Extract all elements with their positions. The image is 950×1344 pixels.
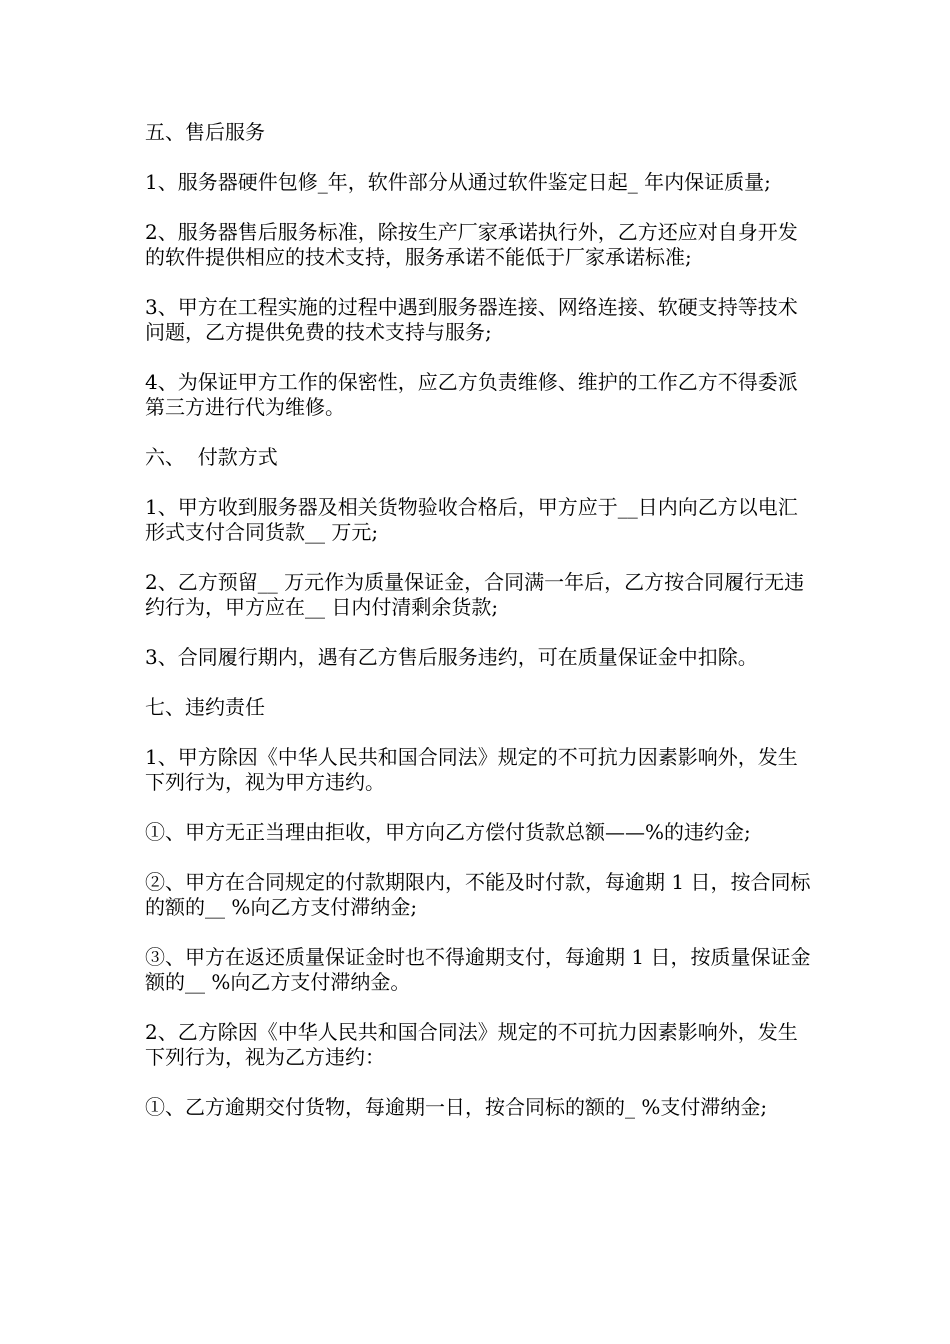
paragraph: 1、甲方除因《中华人民共和国合同法》规定的不可抗力因素影响外，发生下列行为，视为甲方违约。 [145,745,798,794]
paragraph: ①、甲方无正当理由拒收，甲方向乙方偿付货款总额——%的违约金; [145,820,751,844]
section-heading-after-sales: 五、售后服务 [145,120,265,144]
paragraph: ①、乙方逾期交付货物，每逾期一日，按合同标的额的_ %支付滞纳金; [145,1095,768,1119]
document-body [145,120,815,1145]
section-heading-liability: 七、违约责任 [145,695,265,719]
paragraph: 2、服务器售后服务标准，除按生产厂家承诺执行外，乙方还应对自身开发的软件提供相应的技术支持，服务承诺不能低于厂家承诺标准; [145,220,798,269]
paragraph: 4、为保证甲方工作的保密性，应乙方负责维修、维护的工作乙方不得委派第三方进行代为维修。 [145,370,798,419]
paragraph: ②、甲方在合同规定的付款期限内，不能及时付款，每逾期 1 日，按合同标的额的__ %向乙方支付滞纳金; [145,870,811,919]
paragraph: ③、甲方在返还质量保证金时也不得逾期支付，每逾期 1 日，按质量保证金额的__ %向乙方支付滞纳金。 [145,945,811,994]
paragraph: 3、合同履行期内，遇有乙方售后服务违约，可在质量保证金中扣除。 [145,645,758,669]
paragraph: 2、乙方预留__ 万元作为质量保证金，合同满一年后，乙方按合同履行无违约行为，甲方应在__ 日内付清剩余货款; [145,570,805,619]
section-heading-payment: 六、 付款方式 [145,445,278,469]
paragraph: 3、甲方在工程实施的过程中遇到服务器连接、网络连接、软硬支持等技术问题，乙方提供免费的技术支持与服务; [145,295,798,344]
paragraph: 1、服务器硬件包修_年，软件部分从通过软件鉴定日起_ 年内保证质量; [145,170,771,194]
paragraph: 1、甲方收到服务器及相关货物验收合格后，甲方应于__日内向乙方以电汇形式支付合同货款__ 万元; [145,495,798,544]
paragraph: 2、乙方除因《中华人民共和国合同法》规定的不可抗力因素影响外，发生下列行为，视为乙方违约： [145,1020,798,1069]
